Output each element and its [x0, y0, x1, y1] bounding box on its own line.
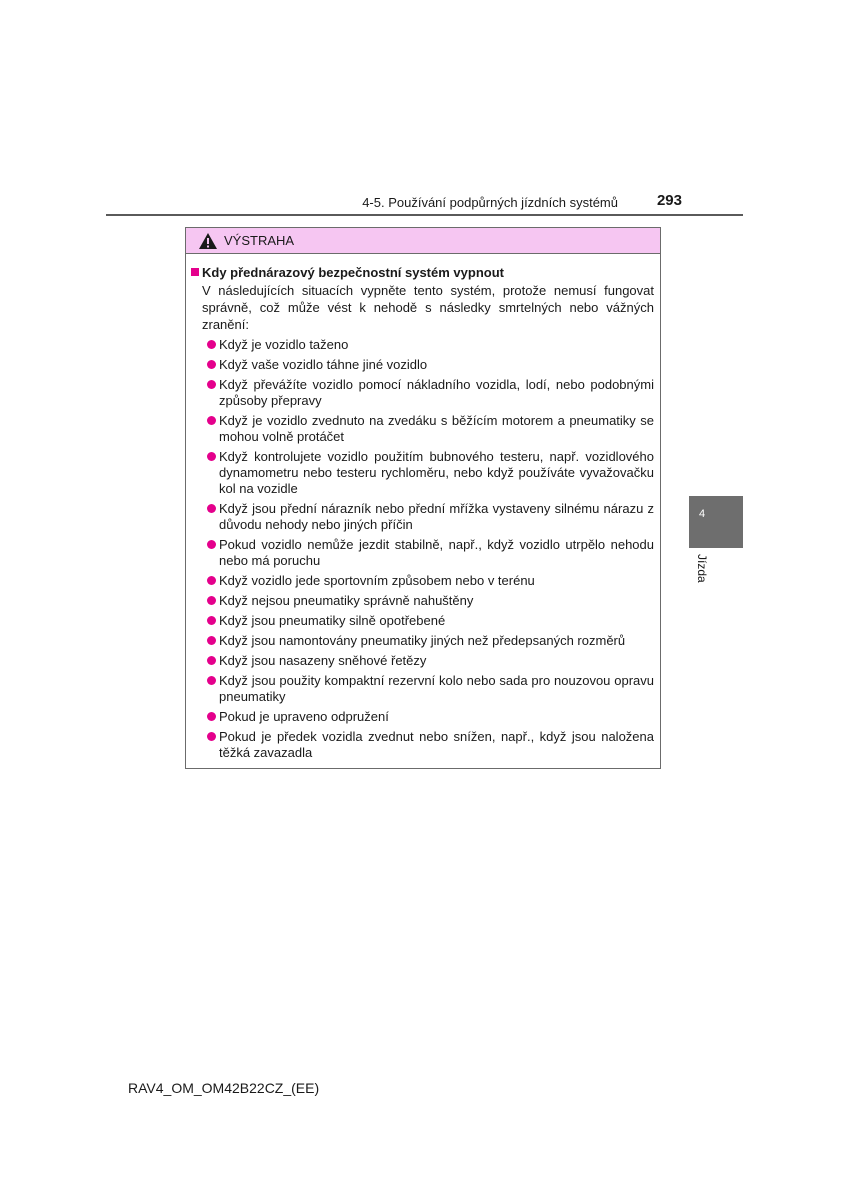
warning-item	[191, 449, 654, 497]
warning-item-text: Když jsou nasazeny sněhové řetězy	[219, 653, 427, 668]
bullet-dot-icon	[207, 636, 216, 645]
warning-item	[191, 337, 654, 353]
square-bullet-icon	[191, 268, 199, 276]
warning-heading-row	[191, 264, 654, 281]
warning-item	[191, 573, 654, 589]
bullet-dot-icon	[207, 360, 216, 369]
chapter-label: Jízda	[695, 554, 709, 583]
header-divider	[106, 214, 743, 216]
warning-item	[191, 709, 654, 725]
warning-item-text: Když jsou přední nárazník nebo přední mřížka vystaveny silnému nárazu z důvodu nehody nebo jiných příčin	[219, 501, 654, 532]
warning-box	[185, 227, 661, 769]
warning-item-text: Když vaše vozidlo táhne jiné vozidlo	[219, 357, 428, 372]
warning-item	[191, 633, 654, 649]
bullet-dot-icon	[207, 416, 216, 425]
chapter-tab	[689, 496, 743, 548]
warning-item	[191, 673, 654, 705]
warning-label: VÝSTRAHA	[224, 232, 295, 248]
warning-intro: V následujících situacích vypněte tento systém, protože nemusí fungovat správně, což může vést k nehodě s následky smrtelných nebo vážných zranění:	[202, 283, 654, 332]
document-code: RAV4_OM_OM42B22CZ_(EE)	[128, 1080, 320, 1096]
bullet-dot-icon	[207, 732, 216, 741]
bullet-dot-icon	[207, 380, 216, 389]
warning-item-text: Když jsou pneumatiky silně opotřebené	[219, 613, 446, 628]
bullet-dot-icon	[207, 712, 216, 721]
bullet-dot-icon	[207, 504, 216, 513]
warning-item	[191, 501, 654, 533]
bullet-dot-icon	[207, 616, 216, 625]
page-number: 293	[656, 192, 682, 209]
warning-item-text: Pokud vozidlo nemůže jezdit stabilně, např., když vozidlo utrpělo nehodu nebo má poruchu	[219, 537, 654, 568]
warning-header	[186, 228, 660, 254]
warning-item	[191, 729, 654, 761]
warning-item-text: Když jsou použity kompaktní rezervní kolo nebo sada pro nouzovou opravu pneumatiky	[219, 673, 654, 704]
warning-item	[191, 613, 654, 629]
warning-item	[191, 377, 654, 409]
section-title: 4-5. Používání podpůrných jízdních systémů	[362, 195, 618, 210]
bullet-dot-icon	[207, 576, 216, 585]
bullet-dot-icon	[207, 452, 216, 461]
warning-item-text: Když převážíte vozidlo pomocí nákladního vozidla, lodí, nebo podobnými způsoby přepravy	[219, 377, 654, 408]
warning-item-text: Když jsou namontovány pneumatiky jiných než předepsaných rozměrů	[219, 633, 626, 648]
warning-item	[191, 357, 654, 373]
warning-item-text: Když je vozidlo zvednuto na zvedáku s běžícím motorem a pneumatiky se mohou volně protáčet	[219, 413, 654, 444]
bullet-dot-icon	[207, 540, 216, 549]
chapter-number: 4	[699, 508, 706, 520]
warning-item	[191, 537, 654, 569]
warning-body	[186, 254, 660, 761]
warning-item	[191, 653, 654, 669]
warning-item-text: Pokud je upraveno odpružení	[219, 709, 389, 724]
bullet-dot-icon	[207, 656, 216, 665]
bullet-dot-icon	[207, 340, 216, 349]
warning-item	[191, 593, 654, 609]
warning-item-text: Pokud je předek vozidla zvednut nebo snížen, např., když jsou naložena těžká zavazadla	[219, 729, 654, 760]
warning-triangle-icon	[198, 232, 218, 250]
bullet-dot-icon	[207, 676, 216, 685]
warning-item	[191, 413, 654, 445]
warning-item-text: Když nejsou pneumatiky správně nahuštěny	[219, 593, 474, 608]
warning-item-text: Když kontrolujete vozidlo použitím bubnového testeru, např. vozidlového dynamometru nebo testeru rychloměru, nebo když používáte vyvažovačku kol na vozidle	[219, 449, 654, 496]
warning-heading: Kdy přednárazový bezpečnostní systém vypnout	[202, 265, 504, 280]
bullet-dot-icon	[207, 596, 216, 605]
warning-item-list	[191, 337, 654, 761]
warning-item-text: Když vozidlo jede sportovním způsobem nebo v terénu	[219, 573, 535, 588]
warning-item-text: Když je vozidlo taženo	[219, 337, 349, 352]
